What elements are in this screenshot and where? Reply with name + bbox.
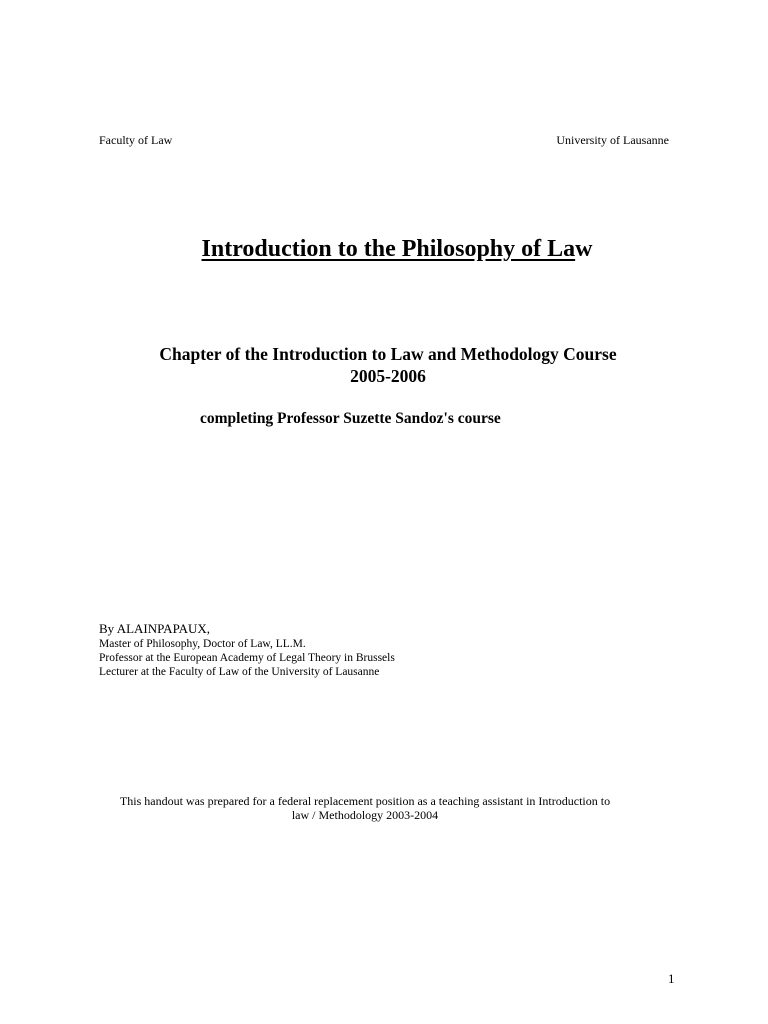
university-label: University of Lausanne bbox=[556, 133, 669, 147]
title-tail-text: w bbox=[575, 236, 593, 262]
page-number: 1 bbox=[668, 971, 675, 986]
faculty-label: Faculty of Law bbox=[99, 133, 173, 147]
author-credential-2: Professor at the European Academy of Legal Theory in Brussels bbox=[99, 652, 395, 664]
handout-line-2: law / Methodology 2003-2004 bbox=[291, 808, 439, 822]
author-block bbox=[99, 621, 395, 679]
subtitle-line-2: 2005-2006 bbox=[350, 366, 426, 386]
document-subtitle bbox=[0, 343, 768, 387]
handout-note bbox=[0, 794, 730, 822]
completing-note: completing Professor Suzette Sandoz's course bbox=[200, 410, 501, 427]
author-credential-1: Master of Philosophy, Doctor of Law, LL.M. bbox=[99, 638, 306, 650]
document-title bbox=[0, 236, 768, 263]
author-credential-3: Lecturer at the Faculty of Law of the University of Lausanne bbox=[99, 666, 380, 678]
subtitle-line-1: Chapter of the Introduction to Law and Methodology Course bbox=[159, 344, 617, 364]
handout-line-1: This handout was prepared for a federal replacement position as a teaching assistant in Introduction to bbox=[119, 794, 611, 808]
title-underlined-text: Introduction to the Philosophy of La bbox=[201, 236, 576, 262]
author-name: By ALAINPAPAUX, bbox=[99, 621, 211, 636]
